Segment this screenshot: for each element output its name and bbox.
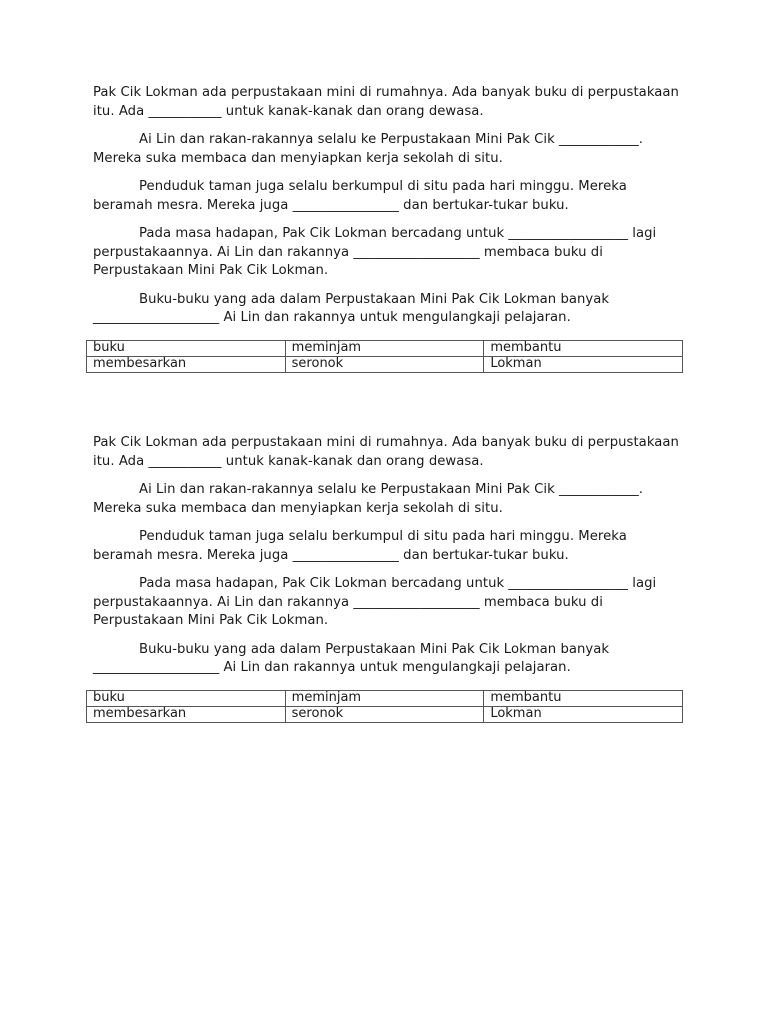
paragraph-4: Pada masa hadapan, Pak Cik Lokman bercadang untuk __________________ lagi perpustakaannya. Ai Lin dan rakannya ___________________ membaca buku di Perpustakaan Mini Pak Cik Lokman. bbox=[93, 226, 657, 278]
paragraph-3: Penduduk taman juga selalu berkumpul di situ pada hari minggu. Mereka beramah mesra. Mereka juga ________________ dan bertukar-tukar buku. bbox=[93, 179, 627, 213]
paragraph-5: Buku-buku yang ada dalam Perpustakaan Mini Pak Cik Lokman banyak ___________________ Ai Lin dan rakannya untuk mengulangkaji pelajaran. bbox=[93, 641, 610, 675]
table-cell: seronok bbox=[285, 706, 484, 722]
exercise-2 bbox=[93, 434, 683, 723]
paragraph-4: Pada masa hadapan, Pak Cik Lokman bercadang untuk __________________ lagi perpustakaannya. Ai Lin dan rakannya ___________________ membaca buku di Perpustakaan Mini Pak Cik Lokman. bbox=[93, 576, 657, 628]
word-bank-table bbox=[86, 690, 683, 723]
paragraph-5: Buku-buku yang ada dalam Perpustakaan Mini Pak Cik Lokman banyak ___________________ Ai Lin dan rakannya untuk mengulangkaji pelajaran. bbox=[93, 291, 610, 325]
exercise-1 bbox=[93, 84, 683, 373]
table-row bbox=[87, 340, 683, 356]
table-cell: membantu bbox=[484, 340, 683, 356]
table-cell: buku bbox=[87, 690, 286, 706]
word-bank-table bbox=[86, 340, 683, 373]
paragraph-1: Pak Cik Lokman ada perpustakaan mini di rumahnya. Ada banyak buku di perpustakaan itu. Ada ___________ untuk kanak-kanak dan orang dewasa. bbox=[93, 435, 679, 469]
table-cell: membantu bbox=[484, 690, 683, 706]
table-cell: buku bbox=[87, 340, 286, 356]
table-cell: membesarkan bbox=[87, 706, 286, 722]
table-cell: seronok bbox=[285, 356, 484, 372]
paragraph-2: Ai Lin dan rakan-rakannya selalu ke Perpustakaan Mini Pak Cik ____________. Mereka suka membaca dan menyiapkan kerja sekolah di situ. bbox=[93, 132, 644, 166]
table-cell: membesarkan bbox=[87, 356, 286, 372]
paragraph-3: Penduduk taman juga selalu berkumpul di situ pada hari minggu. Mereka beramah mesra. Mereka juga ________________ dan bertukar-tukar buku. bbox=[93, 529, 627, 563]
table-cell: meminjam bbox=[285, 690, 484, 706]
table-row bbox=[87, 690, 683, 706]
paragraph-1: Pak Cik Lokman ada perpustakaan mini di rumahnya. Ada banyak buku di perpustakaan itu. Ada ___________ untuk kanak-kanak dan orang dewasa. bbox=[93, 85, 679, 119]
table-cell: meminjam bbox=[285, 340, 484, 356]
table-row bbox=[87, 356, 683, 372]
paragraph-2: Ai Lin dan rakan-rakannya selalu ke Perpustakaan Mini Pak Cik ____________. Mereka suka membaca dan menyiapkan kerja sekolah di situ. bbox=[93, 482, 644, 516]
table-cell: Lokman bbox=[484, 706, 683, 722]
table-row bbox=[87, 706, 683, 722]
table-cell: Lokman bbox=[484, 356, 683, 372]
